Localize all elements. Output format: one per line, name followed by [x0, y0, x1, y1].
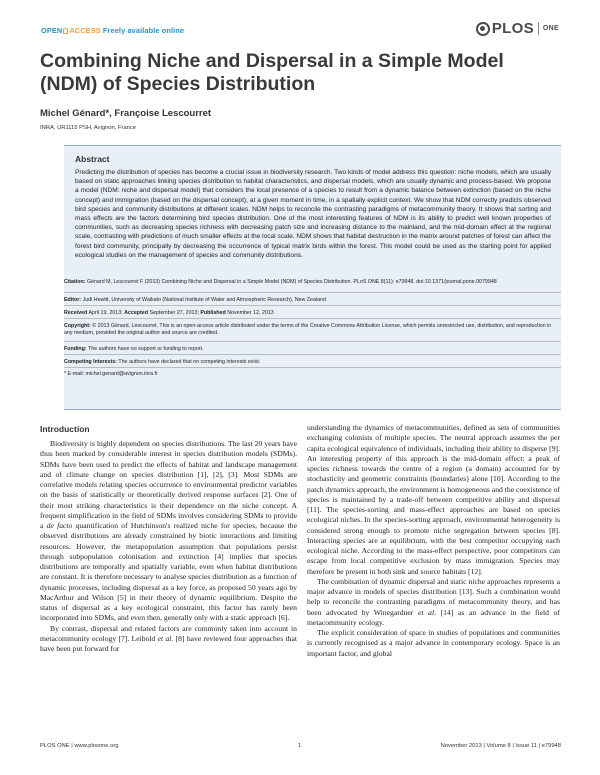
footer-issue: November 2013 | Volume 8 | Issue 11 | e79948 — [440, 743, 561, 749]
author-list: Michel Génard*, Françoise Lescourret — [40, 108, 212, 119]
received-date: April 19, 2013; — [88, 310, 123, 316]
text-run: [14] as an advance in the field of metacommunity ecology. — [307, 607, 560, 627]
divider — [64, 354, 561, 355]
funding-text: The authors have no support or funding to report. — [88, 346, 204, 352]
text-run: The combination of dynamic dispersal and static niche approaches represents a major advance in models of species distribution [13]. Such a combination would help to reconcile the contrasting paradigms of metacommunity theory, and has been advocated by Winegardner — [307, 576, 560, 617]
editor-label: Editor: — [64, 297, 82, 303]
italic-run: et al. — [157, 633, 174, 643]
editor — [64, 297, 561, 304]
citation-text: Génard M, Lescourret F (2013) Combining Niche and Dispersal in a Simple Model (NDM) of Species Distribution. PLoS ONE 8(11): e79948. doi:10.1371/journal.pone.0079948 — [86, 279, 497, 285]
article-title: Combining Niche and Dispersal in a Simple Model (NDM) of Species Distribution — [40, 50, 504, 95]
dates — [64, 310, 561, 317]
competing-interests — [64, 359, 561, 366]
citation-label: Citation: — [64, 279, 86, 285]
logo-one-text: ONE — [542, 25, 559, 32]
plos-one-logo — [476, 20, 559, 37]
copyright-text: © 2013 Génard, Lescourret. This is an open-access article distributed under the terms of the Creative Commons Attribution License, which permits unrestricted use, distribution, and reproduction in any medium, provided the original author and source are credited. — [64, 323, 552, 337]
divider — [64, 292, 561, 293]
paragraph — [307, 577, 560, 628]
divider — [64, 341, 561, 342]
divider — [64, 305, 561, 306]
funding — [64, 346, 561, 353]
accepted-date: September 27, 2013; — [149, 310, 199, 316]
abstract-text: Predicting the distribution of species has become a crucial issue in biodiversity research. Two kinds of model address this question: niche models, which are usually based on static approaches linking species distribution to habitat characteristics, and dispersal models, which are usually dynamic and process-based. We propose a model (NDM: niche and dispersal model) that considers the local presence of a species to result from a dynamic balance between extinction (based on the niche concept) and immigration (based on the dispersal concept), at a given moment in time, in a spatially explicit context. We show that NDM correctly predicts observed bird species and community distributions at different scales. NDM helps to reconcile the contrasting paradigms of metacommunity theory. It shows that sorting and mass effects are the factors determining bird species distribution. One of the most interesting features of NDM is its ability to predict well known properties of communities, such as decreasing species richness with decreasing patch size and increasing distance to the mainland, and the mid-domain effect at the regional scale, contrasting with predictions of much smaller effects at the local scale. NDM shows that habitat destruction in the matrix around patches of forest can affect the forest bird community, principally by decreasing the occurrence of typical matrix birds within the forest. This model could be used as the starting point for applied ecological studies on the management of species and community distributions. — [75, 169, 551, 259]
page-number: 1 — [298, 743, 302, 749]
divider — [64, 318, 561, 319]
corresponding-email: * E-mail: michel.genard@avignon.inra.fr — [64, 371, 158, 377]
paragraph — [40, 439, 297, 624]
affiliation: INRA, UR1115 PSH, Avignon, France — [40, 125, 137, 131]
text-run: By contrast, dispersal and related factors are commonly taken into account in metacommunity ecology [7]. Leibold — [40, 623, 297, 643]
body-column-left — [40, 439, 297, 654]
logo-plos-text: PLOS — [491, 20, 534, 37]
italic-run: et al. — [417, 607, 436, 617]
citation — [64, 279, 561, 286]
copyright-label: Copyright: — [64, 323, 91, 329]
published-date: November 12, 2013 — [227, 310, 274, 316]
received-label: Received — [64, 310, 88, 316]
paragraph: The explicit consideration of space in studies of populations and communities is currently recognised as a major advance in contemporary ecology. Space is an important factor, and global — [307, 628, 560, 658]
body-column-right — [307, 423, 560, 659]
page-footer — [40, 743, 561, 749]
freely-available-label: Freely available online — [102, 26, 185, 35]
paragraph — [40, 624, 297, 655]
footer-journal: PLOS ONE | www.plosone.org — [40, 743, 119, 749]
abstract-heading: Abstract — [75, 154, 110, 164]
italic-run: de facto — [46, 521, 73, 530]
logo-divider — [538, 22, 539, 35]
copyright — [64, 323, 561, 338]
funding-label: Funding: — [64, 346, 87, 352]
open-access-banner — [41, 26, 184, 35]
access-label: ACCESS — [69, 26, 101, 35]
divider — [64, 367, 561, 368]
open-access-lock-icon — [63, 28, 68, 34]
plos-logo-icon — [476, 22, 490, 36]
competing-text: The authors have declared that no competing interests exist. — [118, 359, 261, 365]
text-run: Biodiversity is highly dependent on species distributions. The last 20 years have thus been marked by considerable interest in species distribution models (SDMs). SDMs have been used to predict the effects of habitat and landscape management and of climate change on species distribution [1], [2], [3]. Most SDMs are correlative models relating species occurrence to environmental predictor variables on the basis of statistically or theoretically derived response surfaces [2]. One of their most striking characteristics is their dependence on the niche concept. A frequent simplification in the field of SDMs involves considering SDMs to provide a — [40, 439, 297, 530]
introduction-heading: Introduction — [40, 424, 90, 434]
paragraph: understanding the dynamics of metacommunities, defined as sets of communities exchanging colonists of multiple species. The neutral approach assumes the per capita ecological equivalence of individuals, including their ability to disperse [9]. An interesting property of this approach is the mid-domain effect: a peak of species richness towards the centre of a region (a domain) accounted for by stochasticity and geometric constraints (boundaries) alone [10]. According to the patch dynamics approach, the environment is homogeneous and the coexistence of species is maintained by a trade-off between competitive ability and dispersal [11]. The species-sorting and mass-effect approaches are based on species ecological niches. In the species-sorting approach, environmental heterogeneity is considered strong enough to promote niche segregation between species [8]. Interacting species are at equilibrium, with the best competitor occupying each ecological niche. According to the mass-effect perspective, poor competitors can escape from local competitive exclusion by mass immigration. Species may therefore be present in both sink and source habitats [12]. — [307, 423, 560, 576]
editor-text: Judi Hewitt, University of Waikato (National Institute of Water and Atmospheric Research), New Zealand — [82, 297, 326, 303]
text-run: quantification of Hutchinson's realized niche for species, because the observed distributions are already constrained by biotic interactions and limiting resources. However, the metapopulation assumption that populations persist through subpopulation colonisation and extinction [4] implies that species distributions are temporally and spatially variable, even when habitat distributions are constant. It is therefore necessary to analyse species distribution as a function of dynamic processes, including dispersal as a key force, as proposed 50 years ago by MacArthur and Wilson [5] in their theory of dynamic equilibrium. Despite the status of dispersal as a key ecological constraint, this factor has rarely been incorporated into SDMs, and even then, generally only with a static approach [6]. — [40, 521, 297, 623]
open-label: OPEN — [41, 26, 63, 35]
published-label: Published — [200, 310, 226, 316]
accepted-label: Accepted — [124, 310, 148, 316]
competing-label: Competing Interests: — [64, 359, 117, 365]
text-run: [8] have reviewed four approaches that have been put forward for — [40, 633, 297, 653]
